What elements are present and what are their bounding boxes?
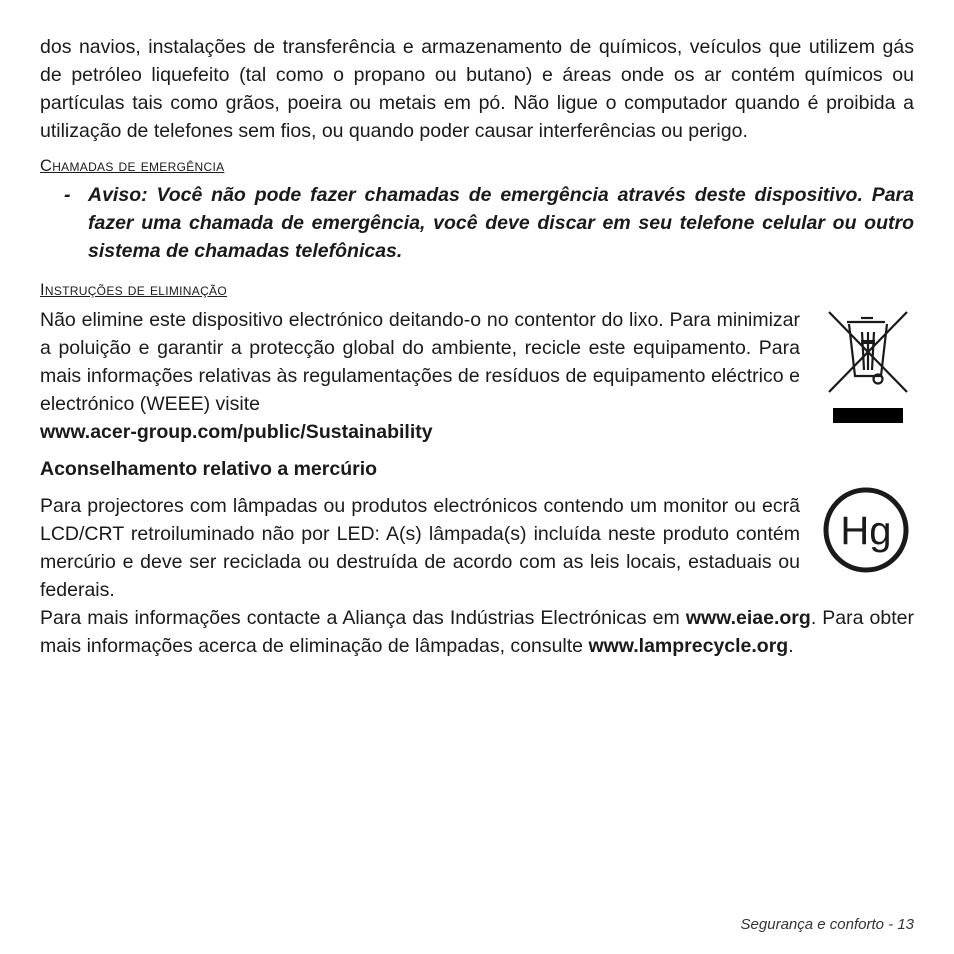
emergency-warning-text: Aviso: Você não pode fazer chamadas de emergência através deste dispositivo. Para fazer uma chamada de emergência, você deve discar em seu telefone celular ou outro sistema de chamadas telefônicas. [88, 184, 914, 262]
mercury-section [40, 492, 914, 604]
lamprecycle-suffix: . [788, 635, 794, 657]
disposal-heading-text: Instruções de eliminação [40, 281, 227, 299]
emergency-heading [40, 155, 914, 178]
disposal-heading [40, 279, 914, 302]
bullet-dash: - [64, 184, 71, 206]
disposal-section [40, 306, 914, 446]
eiae-link[interactable]: www.eiae.org [685, 607, 811, 629]
sustainability-link[interactable]: www.acer-group.com/public/Sustainability [40, 421, 433, 443]
eiae-prefix: Para mais informações contacte a Aliança das Indústrias Electrónicas em [40, 607, 686, 629]
eiae-info [40, 604, 914, 660]
intro-paragraph: dos navios, instalações de transferência e armazenamento de químicos, veículos que utilizem gás de petróleo liquefeito (tal como o propano ou butano) e áreas onde os ar contém químicos ou partículas tais como grãos, poeira ou metais em pó. Não ligue o computador quando é proibida a utilização de telefones sem fios, ou quando poder causar interferências ou perigo. [40, 36, 914, 142]
mercury-heading: Aconselhamento relativo a mercúrio [40, 458, 378, 480]
footer-section: Segurança e conforto - [740, 916, 894, 933]
document-page [40, 33, 914, 660]
mercury-text: Para projectores com lâmpadas ou produtos electrónicos contendo um monitor ou ecrã LCD/CRT retroiluminado não por LED: A(s) lâmpada(s) incluída neste produto contém mercúrio e deve ser reciclada ou destruída de acordo com as leis locais, estaduais ou federais. [40, 495, 800, 601]
lamprecycle-prefix: Para obter mais informações acerca de eliminação de lâmpadas, consulte [40, 607, 914, 657]
hg-label: Hg [840, 509, 892, 553]
hg-mercury-icon [822, 486, 910, 574]
page-footer [741, 916, 914, 933]
disposal-text: Não elimine este dispositivo electrónico deitando-o no contentor do lixo. Para minimizar a poluição e garantir a protecção global do ambiente, recicle este equipamento. Para mais informações relativas às regulamentações de resíduos de equipamento eléctrico e electrónico (WEEE) visite [40, 309, 800, 415]
emergency-warning-bullet [40, 181, 914, 265]
emergency-heading-text: Chamadas de emergência [40, 157, 225, 175]
weee-crossed-bin-icon [825, 306, 911, 426]
mercury-text-block [40, 492, 800, 604]
lamprecycle-link[interactable]: www.lamprecycle.org [588, 635, 789, 657]
footer-page-number: 13 [897, 916, 914, 933]
disposal-text-block [40, 306, 800, 446]
eiae-suffix: . [810, 607, 817, 629]
